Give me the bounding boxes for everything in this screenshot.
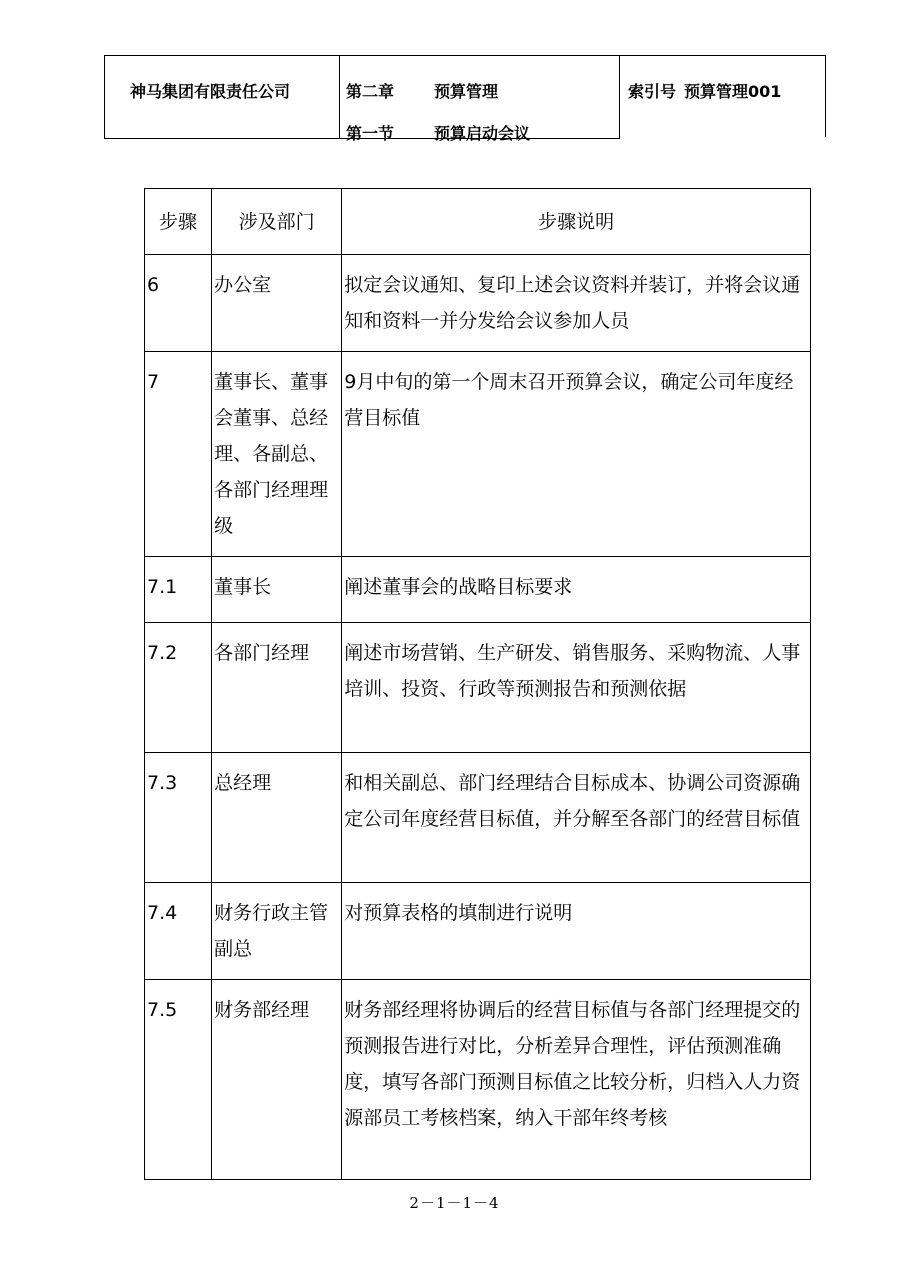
company-name: 神马集团有限责任公司 — [130, 82, 291, 101]
step-description: 阐述市场营销、生产研发、销售服务、采购物流、人事培训、投资、行政等预测报告和预测依据 — [342, 623, 811, 753]
department: 董事长 — [212, 557, 342, 623]
section-line — [346, 121, 530, 144]
step-description: 拟定会议通知、复印上述会议资料并装订，并将会议通知和资料一并分发给会议参加人员 — [342, 255, 811, 352]
department: 总经理 — [212, 753, 342, 883]
table-row — [145, 980, 811, 1180]
page-number: 2－1－1－4 — [409, 1194, 500, 1212]
step-number: 7.4 — [145, 883, 212, 980]
department: 财务部经理 — [212, 980, 342, 1180]
header-top-border — [104, 55, 826, 56]
step-description: 9月中旬的第一个周末召开预算会议，确定公司年度经营目标值 — [342, 352, 811, 557]
table-row — [145, 623, 811, 753]
table-row — [145, 753, 811, 883]
table-row — [145, 352, 811, 557]
step-number: 7.5 — [145, 980, 212, 1180]
department: 董事长、董事会董事、总经理、各副总、各部门经理理级 — [212, 352, 342, 557]
department: 财务行政主管副总 — [212, 883, 342, 980]
index-label: 索引号 — [628, 82, 677, 101]
step-number: 6 — [145, 255, 212, 352]
chapter-title: 预算管理 — [434, 82, 499, 101]
header-left-border — [104, 55, 105, 139]
index-line — [628, 79, 781, 102]
column-header-step: 步骤 — [145, 189, 212, 255]
index-value: 预算管理001 — [684, 82, 782, 101]
section-title: 预算启动会议 — [434, 124, 531, 143]
step-description: 对预算表格的填制进行说明 — [342, 883, 811, 980]
step-number: 7.1 — [145, 557, 212, 623]
chapter-number: 第二章 — [346, 82, 395, 101]
header-divider-1 — [339, 55, 340, 139]
step-description: 财务部经理将协调后的经营目标值与各部门经理提交的预测报告进行对比，分析差异合理性，评估预测准确度，填写各部门预测目标值之比较分析，归档入人力资源部员工考核档案，纳入干部年终考核 — [342, 980, 811, 1180]
step-description: 和相关副总、部门经理结合目标成本、协调公司资源确定公司年度经营目标值，并分解至各部门的经营目标值 — [342, 753, 811, 883]
header-divider-2 — [619, 55, 620, 139]
table-row — [145, 255, 811, 352]
column-header-department: 涉及部门 — [212, 189, 342, 255]
header-right-border — [825, 55, 826, 137]
table-row — [145, 557, 811, 623]
column-header-description: 步骤说明 — [342, 189, 811, 255]
step-description: 阐述董事会的战略目标要求 — [342, 557, 811, 623]
document-header — [104, 55, 826, 143]
step-number: 7.3 — [145, 753, 212, 883]
table-header-row — [145, 189, 811, 255]
section-number: 第一节 — [346, 124, 395, 143]
department: 办公室 — [212, 255, 342, 352]
table-row — [145, 883, 811, 980]
steps-table — [144, 188, 811, 1180]
step-number: 7 — [145, 352, 212, 557]
step-number: 7.2 — [145, 623, 212, 753]
department: 各部门经理 — [212, 623, 342, 753]
chapter-line — [346, 79, 498, 102]
